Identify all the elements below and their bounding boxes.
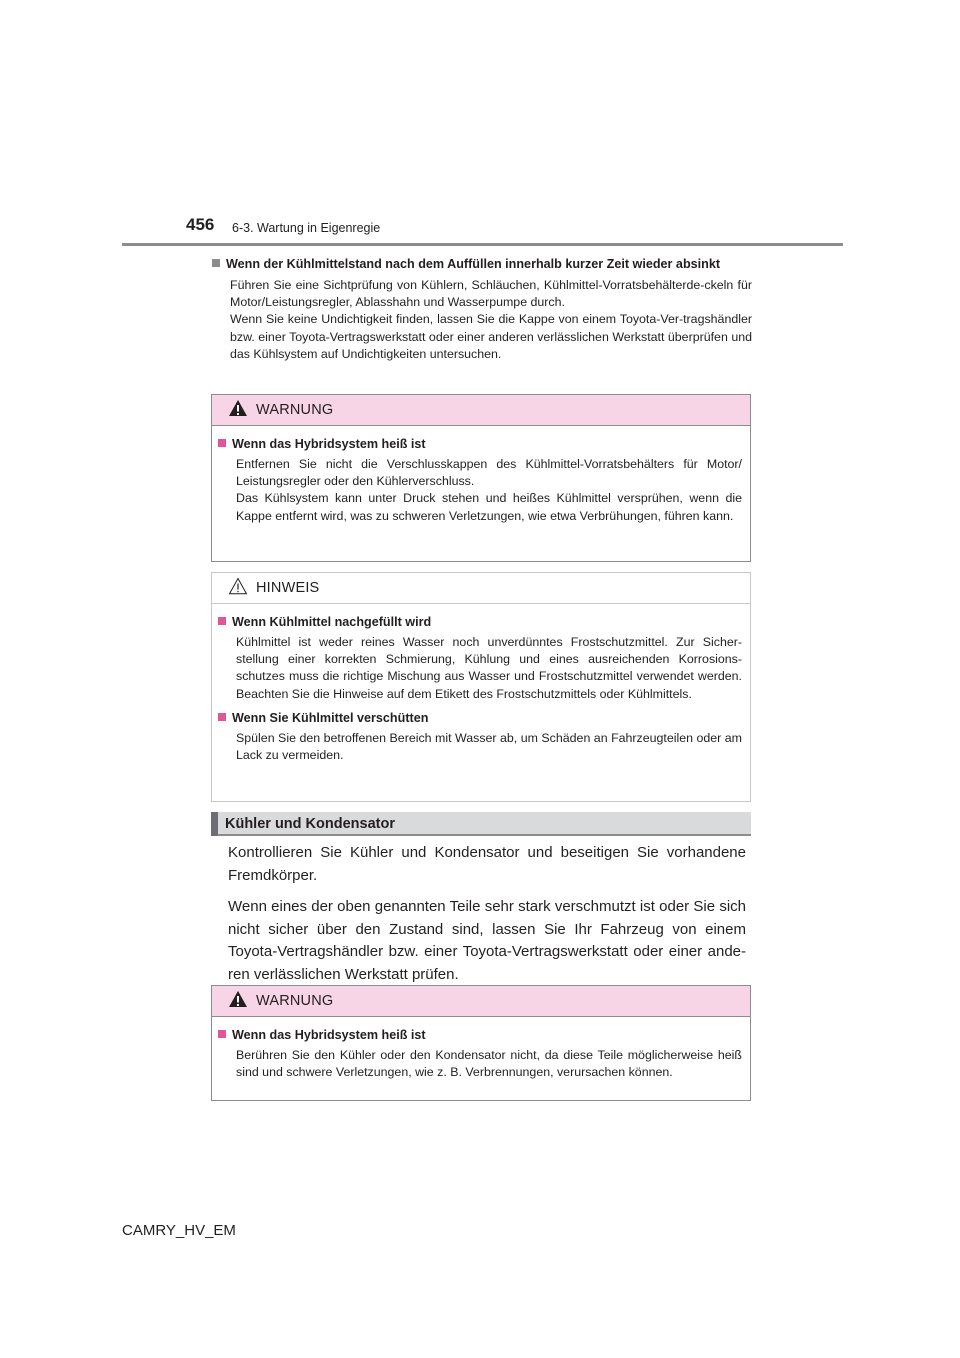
section-paragraph: Kontrollieren Sie Kühler und Kondensator und beseitigen Sie vorhandene Fremdkörper. — [228, 844, 746, 884]
notice-item-title: Wenn Sie Kühlmittel verschütten — [218, 710, 742, 727]
warning-label: WARNUNG — [256, 402, 334, 418]
header-divider — [122, 243, 843, 246]
intro-subsection — [212, 256, 752, 363]
square-bullet-icon — [218, 1030, 226, 1038]
warning-header — [212, 986, 750, 1017]
intro-line: Führen Sie eine Sichtprüfung von Kühlern, Schläuchen, Kühlmittel-Vorratsbehälterde-ckeln für Motor/Leistungsregler, Ablasshahn und Wasserpumpe durch. — [230, 278, 752, 310]
warning-triangle-icon — [228, 399, 248, 417]
intro-line: Wenn Sie keine Undichtigkeit finden, lassen Sie die Kappe von einem Toyota-Ver-tragshändler bzw. einer Toyota-Vertragswerkstatt oder einer anderen verlässlichen Werkstatt überprüfen und das Kühlsystem auf Undichtigkeiten untersuchen. — [230, 312, 752, 361]
warning-box — [211, 394, 751, 562]
notice-item-body: Spülen Sie den betroffenen Bereich mit Wasser ab, um Schäden an Fahrzeugteilen oder am Lack zu vermeiden. — [236, 730, 742, 763]
model-code: CAMRY_HV_EM — [122, 1222, 236, 1239]
notice-item — [218, 614, 742, 703]
warning-item-title: Wenn das Hybridsystem heiß ist — [218, 436, 742, 453]
notice-item-body: Kühlmittel ist weder reines Wasser noch unverdünntes Frostschutzmittel. Zur Sicher-stellung einer korrekten Schmierung, Kühlung und eines ausreichenden Korrosions-schutzes muss die richtige Mischung aus Wasser und Frostschutzmittel verwendet werden. Beachten Sie die Hinweise auf dem Etikett des Frostschutzmittels oder Kühlmittels. — [236, 635, 742, 701]
square-bullet-icon — [212, 259, 220, 267]
intro-title: Wenn der Kühlmittelstand nach dem Auffüllen innerhalb kurzer Zeit wieder absinkt — [212, 256, 752, 273]
chapter-title: 6-3. Wartung in Eigenregie — [232, 221, 381, 235]
warning-body — [212, 426, 750, 539]
warning-header — [212, 395, 750, 426]
section-title: Kühler und Kondensator — [225, 816, 395, 832]
notice-label: HINWEIS — [256, 580, 320, 596]
notice-box — [211, 572, 751, 802]
section-heading — [211, 812, 751, 836]
warning-item-body: Entfernen Sie nicht die Verschlusskappen des Kühlmittel-Vorratsbehälters für Motor/ Leistungsregler oder den Kühlerverschluss. Das Kühlsystem kann unter Druck stehen und heißes Kühlmittel versprühen, wenn die Kappe entfernt wird, was zu schweren Verletzungen, wie etwa Verbrühungen, führen kann. — [236, 457, 742, 523]
square-bullet-icon — [218, 713, 226, 721]
notice-body — [212, 604, 750, 785]
warning-item-title: Wenn das Hybridsystem heiß ist — [218, 1027, 742, 1044]
caution-outline-triangle-icon — [228, 577, 248, 595]
section-paragraph: Wenn eines der oben genannten Teile sehr stark verschmutzt ist oder Sie sich nicht sicher über den Zustand sind, lassen Sie Ihr Fahrzeug von einem Toyota-Vertragshändler bzw. einer Toyota-Vertragswerkstatt oder einer ande-ren verlässlichen Werkstatt prüfen. — [228, 898, 746, 983]
page-number: 456 — [186, 215, 215, 234]
warning-label: WARNUNG — [256, 993, 334, 1009]
section-body — [228, 842, 746, 995]
intro-body — [212, 277, 752, 363]
notice-item-title: Wenn Kühlmittel nachgefüllt wird — [218, 614, 742, 631]
warning-body — [212, 1017, 750, 1095]
warning-triangle-icon — [228, 990, 248, 1008]
warning-item-body: Berühren Sie den Kühler oder den Kondensator nicht, da diese Teile möglicherweise heiß sind und schwere Verletzungen, wie z. B. Verbrennungen, verursachen können. — [236, 1048, 742, 1080]
notice-item — [218, 710, 742, 764]
square-bullet-icon — [218, 439, 226, 447]
square-bullet-icon — [218, 617, 226, 625]
section-accent — [211, 812, 218, 836]
warning-box — [211, 985, 751, 1101]
notice-header — [212, 573, 750, 604]
